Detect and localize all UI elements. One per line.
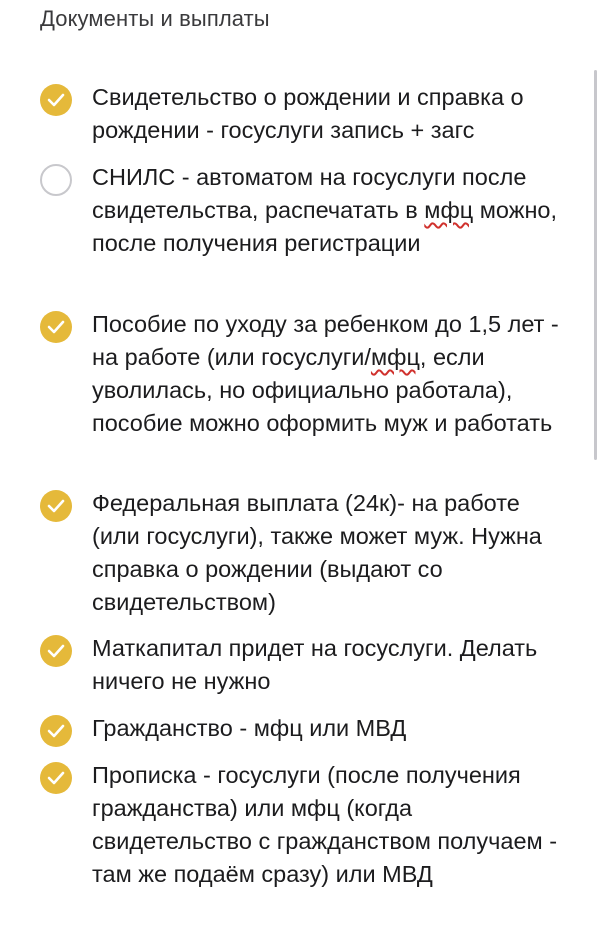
checklist-item-text[interactable]: Свидетельство о рождении и справка о рождении - госуслуги запись + загс: [92, 84, 524, 143]
checkmark-icon: [47, 498, 65, 514]
checkbox-checked[interactable]: [40, 84, 72, 116]
checkbox-checked[interactable]: [40, 490, 72, 522]
checklist-item-text[interactable]: СНИЛС - автоматом на госуслуги после свидетельства, распечатать в мфц можно, после получения регистрации: [92, 164, 558, 256]
checkbox-checked[interactable]: [40, 311, 72, 343]
checklist-item-text[interactable]: Маткапитал придет на госуслуги. Делать ничего не нужно: [92, 635, 538, 694]
page-title: Документы и выплаты: [40, 6, 270, 31]
checkbox-checked[interactable]: [40, 715, 72, 747]
spellcheck-word: мфц: [370, 344, 420, 370]
checkbox-unchecked[interactable]: [40, 164, 72, 196]
checkbox-checked[interactable]: [40, 762, 72, 794]
checklist-item-text[interactable]: Федеральная выплата (24к)- на работе (или госуслуги), также может муж. Нужна справка о рождении (выдают со свидетельством): [92, 490, 542, 615]
checklist-item-text[interactable]: Гражданство - мфц или МВД: [92, 715, 407, 741]
checkmark-icon: [47, 643, 65, 659]
scrollbar[interactable]: [594, 70, 597, 460]
checkmark-icon: [47, 92, 65, 108]
checkbox-checked[interactable]: [40, 635, 72, 667]
checklist-item-text[interactable]: Пособие по уходу за ребенком до 1,5 лет - на работе (или госуслуги/мфц, если уволилась, но официально работала), пособие можно оформить муж и работать: [92, 311, 559, 436]
checkmark-icon: [47, 770, 65, 786]
spellcheck-word: мфц: [424, 197, 474, 223]
checkmark-icon: [47, 319, 65, 335]
checklist-item-text[interactable]: Прописка - госуслуги (после получения гражданства) или мфц (когда свидетельство с гражданством получаем - там же подаём сразу) или МВД: [92, 762, 558, 887]
checkmark-icon: [47, 723, 65, 739]
